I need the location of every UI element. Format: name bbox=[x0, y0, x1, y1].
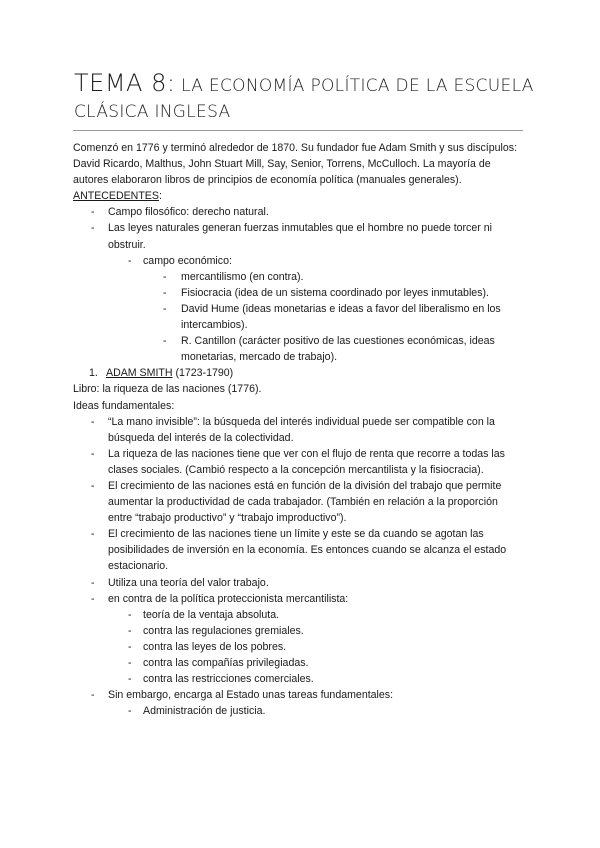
list-item-text: mercantilismo (en contra). bbox=[181, 270, 304, 283]
list-item bbox=[73, 446, 523, 478]
list-item bbox=[73, 414, 523, 446]
list-item bbox=[73, 285, 523, 301]
list-item-text: contra las leyes de los pobres. bbox=[143, 640, 287, 653]
list-item bbox=[73, 639, 523, 655]
list-item bbox=[73, 575, 523, 591]
bullet-dash: - bbox=[163, 335, 167, 348]
bullet-dash: - bbox=[163, 286, 167, 299]
bullet-dash: - bbox=[91, 528, 95, 541]
list-item bbox=[73, 623, 523, 639]
section-number: 1. bbox=[89, 367, 98, 380]
title-text: LA ECONOMÍA POLÍTICA DE LA ESCUELA CLÁSICA INGLESA bbox=[74, 76, 534, 122]
bullet-dash: - bbox=[163, 302, 167, 315]
bullet-dash: - bbox=[91, 479, 95, 492]
list-item-text: David Hume (ideas monetarias e ideas a favor del liberalismo en los intercambios). bbox=[181, 302, 501, 332]
bullet-dash: - bbox=[91, 222, 95, 235]
bullet-dash: - bbox=[128, 657, 132, 669]
bullet-dash: - bbox=[128, 624, 132, 637]
bullet-dash: - bbox=[91, 592, 95, 605]
list-item-text: Administración de justicia. bbox=[143, 705, 266, 718]
page-title bbox=[74, 70, 534, 125]
list-item bbox=[73, 703, 523, 719]
list-item-text: Fisiocracia (idea de un sistema coordinado por leyes inmutables). bbox=[181, 286, 489, 299]
list-item-text: El crecimiento de las naciones está en función de la división del trabajo que permite aumentar la productividad de cada trabajador. (También en relación a la proporción entre “trabajo productivo” y “trabajo improductivo”). bbox=[108, 479, 502, 525]
list-item bbox=[73, 333, 523, 365]
book-line: Libro: la riqueza de las naciones (1776). bbox=[73, 383, 262, 396]
bullet-dash: - bbox=[91, 447, 95, 460]
bullet-dash: - bbox=[128, 673, 132, 686]
list-item bbox=[73, 607, 523, 623]
list-item-text: Campo filosófico: derecho natural. bbox=[108, 206, 269, 219]
bullet-dash: - bbox=[128, 254, 132, 267]
list-item-text: R. Cantillon (carácter positivo de las cuestiones económicas, ideas monetarias, mercado de trabajo). bbox=[181, 335, 495, 364]
list-item-text: teoría de la ventaja absoluta. bbox=[143, 608, 280, 621]
list-item bbox=[73, 655, 523, 671]
list-item bbox=[73, 269, 523, 285]
antecedentes-heading bbox=[73, 188, 523, 204]
bullet-dash: - bbox=[163, 270, 167, 283]
document-body bbox=[73, 140, 523, 719]
list-item-text: campo económico: bbox=[143, 254, 232, 267]
list-item bbox=[73, 301, 523, 333]
list-item bbox=[73, 220, 523, 252]
list-item-text: contra las regulaciones gremiales. bbox=[143, 624, 304, 637]
section-name: ADAM SMITH bbox=[106, 367, 173, 380]
list-item-text: El crecimiento de las naciones tiene un límite y este se da cuando se agotan las posibilidades de inversión en la economía. Es entonces cuando se alcanza el estado estacionario. bbox=[108, 528, 507, 573]
intro-paragraph: Comenzó en 1776 y terminó alrededor de 1870. Su fundador fue Adam Smith y sus discípulos: David Ricardo, Malthus, John Stuart Mill, Say, Senior, Torrens, McCulloch. La mayoría de autores elaboraron libros de principios de economía política (manuales generales). bbox=[73, 142, 518, 187]
list-item-text: Utiliza una teoría del valor trabajo. bbox=[108, 576, 269, 589]
bullet-dash: - bbox=[128, 640, 132, 653]
section-heading bbox=[73, 365, 523, 381]
bullet-dash: - bbox=[91, 576, 95, 589]
bullet-dash: - bbox=[128, 705, 132, 718]
antecedentes-heading-text: ANTECEDENTES bbox=[73, 190, 159, 203]
list-item bbox=[73, 671, 523, 687]
list-item bbox=[73, 591, 523, 607]
list-item-text: “La mano invisible”: la búsqueda del interés individual puede ser compatible con la búsqueda del interés de la colectividad. bbox=[108, 415, 495, 444]
list-item bbox=[73, 526, 523, 574]
ideas-heading: Ideas fundamentales: bbox=[73, 399, 175, 412]
list-item bbox=[73, 204, 523, 220]
bullet-dash: - bbox=[128, 608, 132, 621]
list-item-text: en contra de la política proteccionista mercantilista: bbox=[108, 592, 349, 605]
list-item bbox=[73, 253, 523, 269]
list-item bbox=[73, 478, 523, 526]
bullet-dash: - bbox=[91, 415, 95, 428]
list-item-text: Sin embargo, encarga al Estado unas tareas fundamentales: bbox=[108, 689, 394, 702]
title-prefix: TEMA 8: bbox=[74, 69, 176, 97]
title-divider bbox=[73, 130, 523, 131]
bullet-dash: - bbox=[91, 689, 95, 702]
list-item-text: contra las restricciones comerciales. bbox=[143, 673, 314, 686]
list-item-text: contra las compañías privilegiadas. bbox=[143, 657, 309, 669]
antecedentes-colon: : bbox=[158, 190, 162, 203]
list-item-text: La riqueza de las naciones tiene que ver con el flujo de renta que recorre a todas las clases sociales. (Cambió respecto a la concepción mercantilista y la fisiocracia). bbox=[108, 447, 505, 476]
section-years: (1723-1790) bbox=[172, 367, 234, 380]
bullet-dash: - bbox=[91, 206, 95, 219]
list-item bbox=[73, 687, 523, 703]
list-item-text: Las leyes naturales generan fuerzas inmutables que el hombre no puede torcer ni obstruir. bbox=[108, 222, 492, 251]
